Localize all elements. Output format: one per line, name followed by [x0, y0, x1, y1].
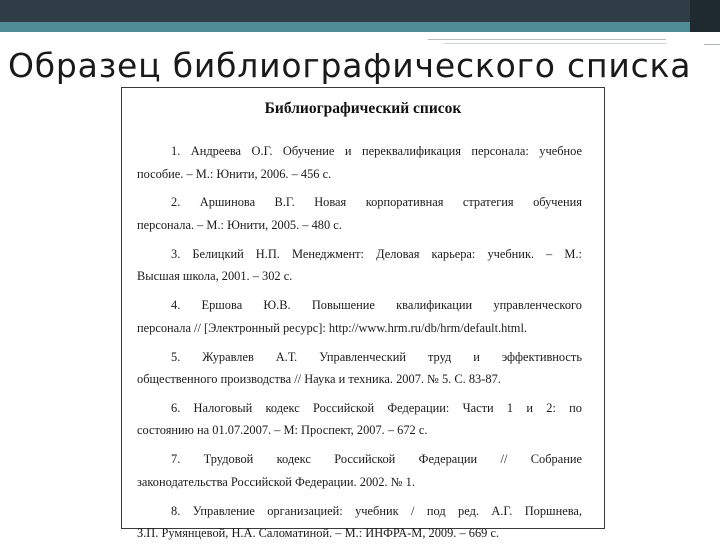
document-image: [121, 87, 605, 541]
bibliography-entry-2: [137, 191, 582, 236]
entry-line: З.П. Румянцевой, Н.А. Саломатиной. – М.: ИНФРА-М, 2009. – 669 с.: [137, 526, 500, 541]
bibliography-entry-3: [137, 243, 582, 288]
entry-line: 2. Аршинова В.Г. Новая корпоративная стратегия обучения: [171, 195, 582, 210]
entry-line: 8. Управление организацией: учебник / под ред. А.Г. Поршнева,: [171, 503, 582, 518]
entry-line: Высшая школа, 2001. – 302 с.: [137, 269, 293, 284]
bibliography-entry-8: [137, 500, 582, 545]
entry-line: персонала // [Электронный ресурс]: http://www.hrm.ru/db/hrm/default.html.: [137, 320, 527, 335]
bibliography-list: [137, 140, 582, 551]
entry-line: 3. Белицкий Н.П. Менеджмент: Деловая карьера: учебник. – М.:: [171, 246, 582, 261]
header-corner-block: [690, 0, 720, 32]
entry-line: 1. Андреева О.Г. Обучение и переквалификация персонала: учебное: [171, 144, 582, 158]
entry-line: 7. Трудовой кодекс Российской Федерации // Собрание: [171, 452, 582, 467]
decorative-line: [428, 39, 666, 40]
bibliography-entry-5: [137, 346, 582, 391]
bibliography-entry-4: [137, 294, 582, 339]
header-accent-bar: [0, 22, 720, 32]
slide-title: Образец библиографического списка: [8, 46, 692, 85]
entry-line: состоянию на 01.07.2007. – М: Проспект, 2007. – 672 с.: [137, 423, 428, 438]
header-bar: [0, 0, 720, 22]
entry-line: 4. Ершова Ю.В. Повышение квалификации управленческого: [171, 298, 582, 313]
entry-line: 6. Налоговый кодекс Российской Федерации: Части 1 и 2: по: [171, 400, 582, 415]
decorative-line: [704, 44, 720, 45]
entry-line: пособие. – М.: Юнити, 2006. – 456 с.: [137, 166, 332, 181]
entry-line: 5. Журавлев А.Т. Управленческий труд и эффективность: [171, 349, 582, 364]
decorative-line: [444, 43, 666, 44]
entry-line: персонала. – М.: Юнити, 2005. – 480 с.: [137, 217, 342, 232]
bibliography-entry-1: [137, 140, 582, 185]
bibliography-entry-7: [137, 448, 582, 493]
bibliography-entry-6: [137, 397, 582, 442]
entry-line: законодательства Российской Федерации. 2002. № 1.: [137, 474, 415, 489]
document-heading: Библиографический список: [264, 100, 462, 117]
entry-line: общественного производства // Наука и техника. 2007. № 5. С. 83-87.: [137, 372, 501, 387]
